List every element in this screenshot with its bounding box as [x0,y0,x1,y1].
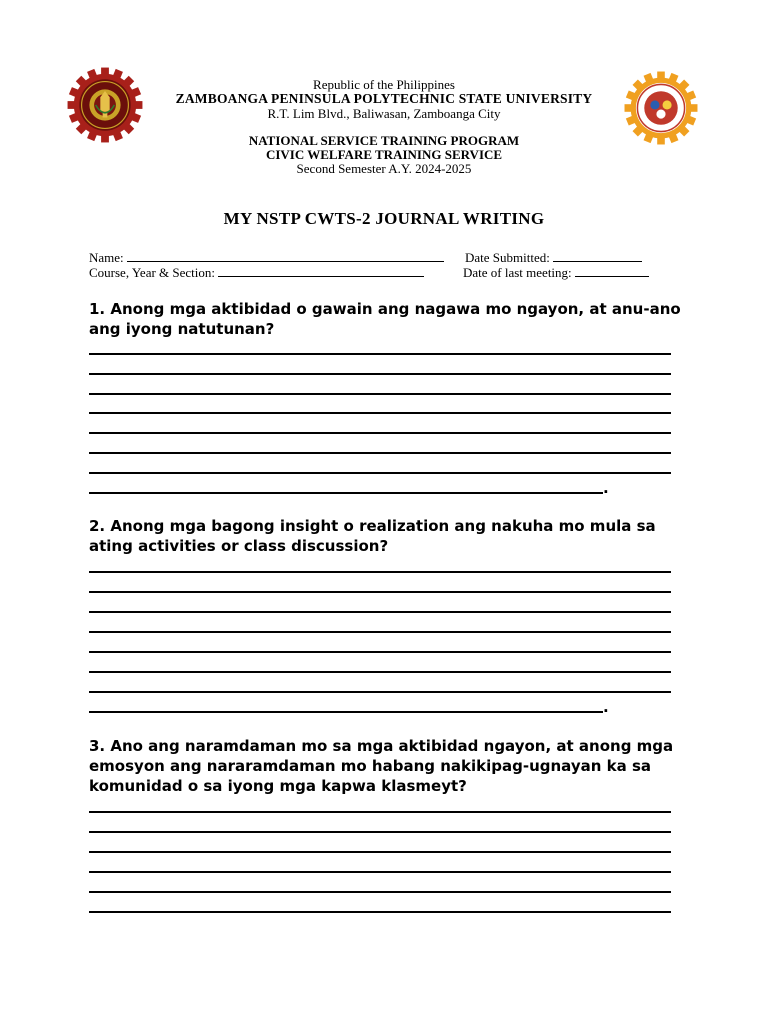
question-3: 3. Ano ang naramdaman mo sa mga aktibidad ngayon, at anong mga emosyon ang nararamdaman mo habang nakikipag-ugnayan ka sa komunidad o sa iyong mga kapwa klasmeyt? [89,737,674,795]
answer-line[interactable] [89,591,671,593]
answer-line[interactable] [89,691,671,693]
answer-line[interactable] [89,611,671,613]
date-last-meeting-blank[interactable] [575,265,649,277]
answer-line[interactable] [89,412,671,414]
answer-line[interactable] [89,811,671,813]
university-address: R.T. Lim Blvd., Baliwasan, Zamboanga City [267,106,501,121]
course-label: Course, Year & Section: [89,265,216,280]
answer-line[interactable] [89,432,671,434]
question-2: 2. Anong mga bagong insight o realization ang nakuha mo mula sa ating activities or class discussion? [89,517,656,555]
answer-line[interactable] [89,472,671,474]
answer-line[interactable] [89,631,671,633]
name-field[interactable] [89,250,444,264]
answer-line[interactable] [89,911,671,913]
answer-line[interactable] [89,452,671,454]
university-name: ZAMBOANGA PENINSULA POLYTECHNIC STATE UNIVERSITY [175,91,593,106]
answer-line[interactable] [89,671,671,673]
answer-line[interactable] [89,492,603,494]
answer-line[interactable] [89,871,671,873]
service-name: CIVIC WELFARE TRAINING SERVICE [265,147,503,162]
answer-line[interactable] [89,891,671,893]
program-name: NATIONAL SERVICE TRAINING PROGRAM [248,133,520,148]
answer-line[interactable] [89,393,671,395]
answer-line[interactable] [89,851,671,853]
date-submitted-label: Date Submitted: [465,250,550,265]
date-submitted-field[interactable] [465,250,642,264]
header-republic: Republic of the Philippines [313,77,455,92]
line-end-period: . [603,479,609,497]
course-year-section-field[interactable] [89,265,424,279]
date-last-meeting-label: Date of last meeting: [463,265,572,280]
answer-line[interactable] [89,373,671,375]
answer-line[interactable] [89,831,671,833]
answer-line[interactable] [89,711,603,713]
semester-label: Second Semester A.Y. 2024-2025 [296,161,472,176]
line-end-period: . [603,698,609,716]
name-blank[interactable] [127,250,444,262]
question-1: 1. Anong mga aktibidad o gawain ang nagawa mo ngayon, at anu-ano ang iyong natutunan? [89,300,681,338]
name-label: Name: [89,250,124,265]
answer-line[interactable] [89,571,671,573]
answer-line[interactable] [89,353,671,355]
document-title: MY NSTP CWTS-2 JOURNAL WRITING [223,209,545,228]
answer-line[interactable] [89,651,671,653]
date-submitted-blank[interactable] [553,250,642,262]
date-last-meeting-field[interactable] [463,265,649,279]
course-blank[interactable] [218,265,424,277]
